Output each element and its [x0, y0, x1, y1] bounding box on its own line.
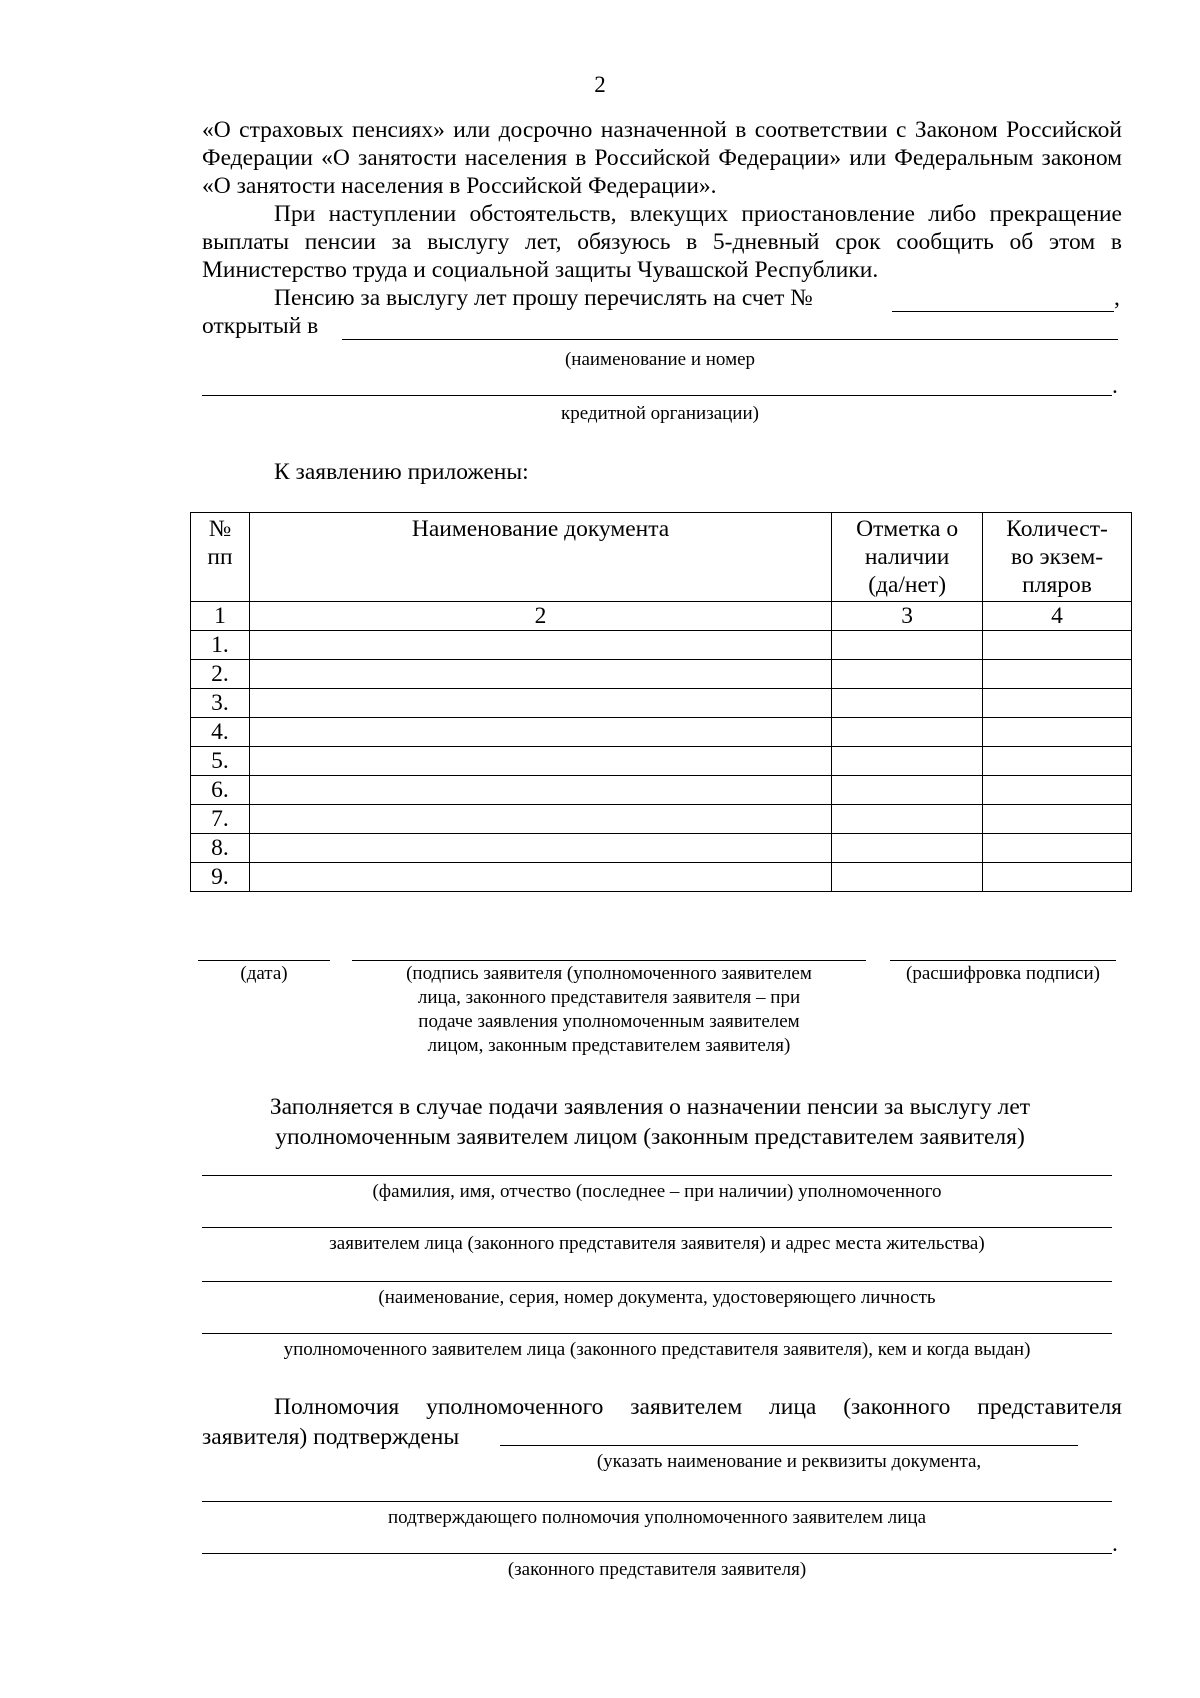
- table-row: [191, 660, 1132, 689]
- document-name-cell[interactable]: [249, 805, 831, 834]
- document-name-cell[interactable]: [249, 718, 831, 747]
- bank-name-field[interactable]: [342, 339, 1118, 340]
- authority-period: .: [1112, 1531, 1118, 1557]
- copies-cell[interactable]: [983, 863, 1132, 892]
- row-number: 4.: [191, 718, 250, 747]
- header-copies-count: Количест- во экзем- пляров: [983, 513, 1132, 602]
- authority-caption-2: подтверждающего полномочия уполномоченного заявителем лица: [387, 1507, 926, 1528]
- document-name-cell[interactable]: [249, 660, 831, 689]
- presence-cell[interactable]: [832, 747, 983, 776]
- attached-label: К заявлению приложены:: [274, 459, 529, 485]
- row-number: 5.: [191, 747, 250, 776]
- col-number: 3: [832, 602, 983, 631]
- table-row: [191, 631, 1132, 660]
- presence-cell[interactable]: [832, 863, 983, 892]
- signature-decode-caption: (расшифровка подписи): [906, 963, 1100, 984]
- table-row: [191, 776, 1132, 805]
- authority-document-field-2[interactable]: [202, 1501, 1112, 1502]
- table-row: [191, 689, 1132, 718]
- account-comma: ,: [1114, 285, 1120, 311]
- representative-caption-1: (фамилия, имя, отчество (последнее – при наличии) уполномоченного: [372, 1181, 942, 1202]
- presence-cell[interactable]: [832, 776, 983, 805]
- presence-cell[interactable]: [832, 834, 983, 863]
- authority-document-field-3[interactable]: [202, 1553, 1112, 1554]
- copies-cell[interactable]: [983, 834, 1132, 863]
- row-number: 9.: [191, 863, 250, 892]
- representative-caption-2: заявителем лица (законного представителя заявителя) и адрес места жительства): [329, 1233, 985, 1254]
- representative-heading: Заполняется в случае подачи заявления о назначении пенсии за выслугу лет уполномоченным заявителем лицом (законным представителем заявителя): [269, 1094, 1031, 1150]
- document-name-cell[interactable]: [249, 776, 831, 805]
- document-name-cell[interactable]: [249, 834, 831, 863]
- copies-cell[interactable]: [983, 747, 1132, 776]
- bank-name-field-2[interactable]: [202, 395, 1112, 396]
- col-number: 4: [983, 602, 1132, 631]
- copies-cell[interactable]: [983, 718, 1132, 747]
- header-presence-mark: Отметка о наличии (да/нет): [832, 513, 983, 602]
- page-number: 2: [594, 72, 606, 97]
- representative-id-issuer-field[interactable]: [202, 1333, 1112, 1334]
- row-number: 8.: [191, 834, 250, 863]
- table-row: [191, 863, 1132, 892]
- row-number: 2.: [191, 660, 250, 689]
- document-name-cell[interactable]: [249, 689, 831, 718]
- row-number: 3.: [191, 689, 250, 718]
- presence-cell[interactable]: [832, 689, 983, 718]
- representative-name-field[interactable]: [202, 1175, 1112, 1176]
- authority-text: Полномочия уполномоченного заявителем лица (законного представителя заявителя) подтверждены: [202, 1394, 1122, 1450]
- table-row: [191, 834, 1132, 863]
- table-header-row: [191, 513, 1132, 602]
- opened-label: открытый в: [202, 313, 319, 339]
- account-label: Пенсию за выслугу лет прошу перечислять на счет №: [274, 285, 813, 311]
- table-column-numbers-row: [191, 602, 1132, 631]
- authority-caption-1: (указать наименование и реквизиты документа,: [596, 1451, 982, 1472]
- representative-caption-3: (наименование, серия, номер документа, удостоверяющего личность: [378, 1287, 936, 1308]
- authority-document-field[interactable]: [500, 1445, 1078, 1446]
- authority-caption-3: (законного представителя заявителя): [507, 1559, 807, 1580]
- row-number: 7.: [191, 805, 250, 834]
- presence-cell[interactable]: [832, 631, 983, 660]
- col-number: 1: [191, 602, 250, 631]
- table-row: [191, 718, 1132, 747]
- copies-cell[interactable]: [983, 776, 1132, 805]
- intro-paragraph-2: При наступлении обстоятельств, влекущих приостановление либо прекращение выплаты пенсии за выслугу лет, обязуюсь в 5-дневный срок сообщить об этом в Министерство труда и социальной защиты Чувашской Республики.: [202, 201, 1122, 283]
- header-document-name: Наименование документа: [249, 513, 831, 602]
- presence-cell[interactable]: [832, 718, 983, 747]
- signature-caption: (подпись заявителя (уполномоченного заявителем лица, законного представителя заявителя – при подаче заявления уполномоченным заявителем лицом, законным представителем заявителя): [406, 963, 812, 1056]
- row-number: 6.: [191, 776, 250, 805]
- copies-cell[interactable]: [983, 805, 1132, 834]
- account-number-field[interactable]: [892, 311, 1114, 312]
- representative-caption-4: уполномоченного заявителем лица (законного представителя заявителя), кем и когда выдан): [283, 1339, 1031, 1360]
- header-number: № пп: [191, 513, 250, 602]
- copies-cell[interactable]: [983, 660, 1132, 689]
- bank-caption-1: (наименование и номер: [564, 349, 756, 370]
- document-name-cell[interactable]: [249, 631, 831, 660]
- presence-cell[interactable]: [832, 805, 983, 834]
- date-field[interactable]: [198, 960, 330, 961]
- table-row: [191, 747, 1132, 776]
- document-name-cell[interactable]: [249, 747, 831, 776]
- copies-cell[interactable]: [983, 631, 1132, 660]
- documents-table: [190, 512, 1132, 892]
- copies-cell[interactable]: [983, 689, 1132, 718]
- bank-period: .: [1112, 373, 1118, 399]
- signature-decode-field[interactable]: [890, 960, 1116, 961]
- bank-caption-2: кредитной организации): [561, 403, 759, 424]
- representative-address-field[interactable]: [202, 1227, 1112, 1228]
- table-row: [191, 805, 1132, 834]
- representative-id-field[interactable]: [202, 1281, 1112, 1282]
- document-name-cell[interactable]: [249, 863, 831, 892]
- col-number: 2: [249, 602, 831, 631]
- presence-cell[interactable]: [832, 660, 983, 689]
- signature-field[interactable]: [352, 960, 866, 961]
- intro-paragraph-1: «О страховых пенсиях» или досрочно назначенной в соответствии с Законом Российской Федерации «О занятости населения в Российской Федерации» или Федеральным законом «О занятости населения в Российской Федерации».: [202, 117, 1122, 199]
- row-number: 1.: [191, 631, 250, 660]
- date-caption: (дата): [240, 963, 288, 984]
